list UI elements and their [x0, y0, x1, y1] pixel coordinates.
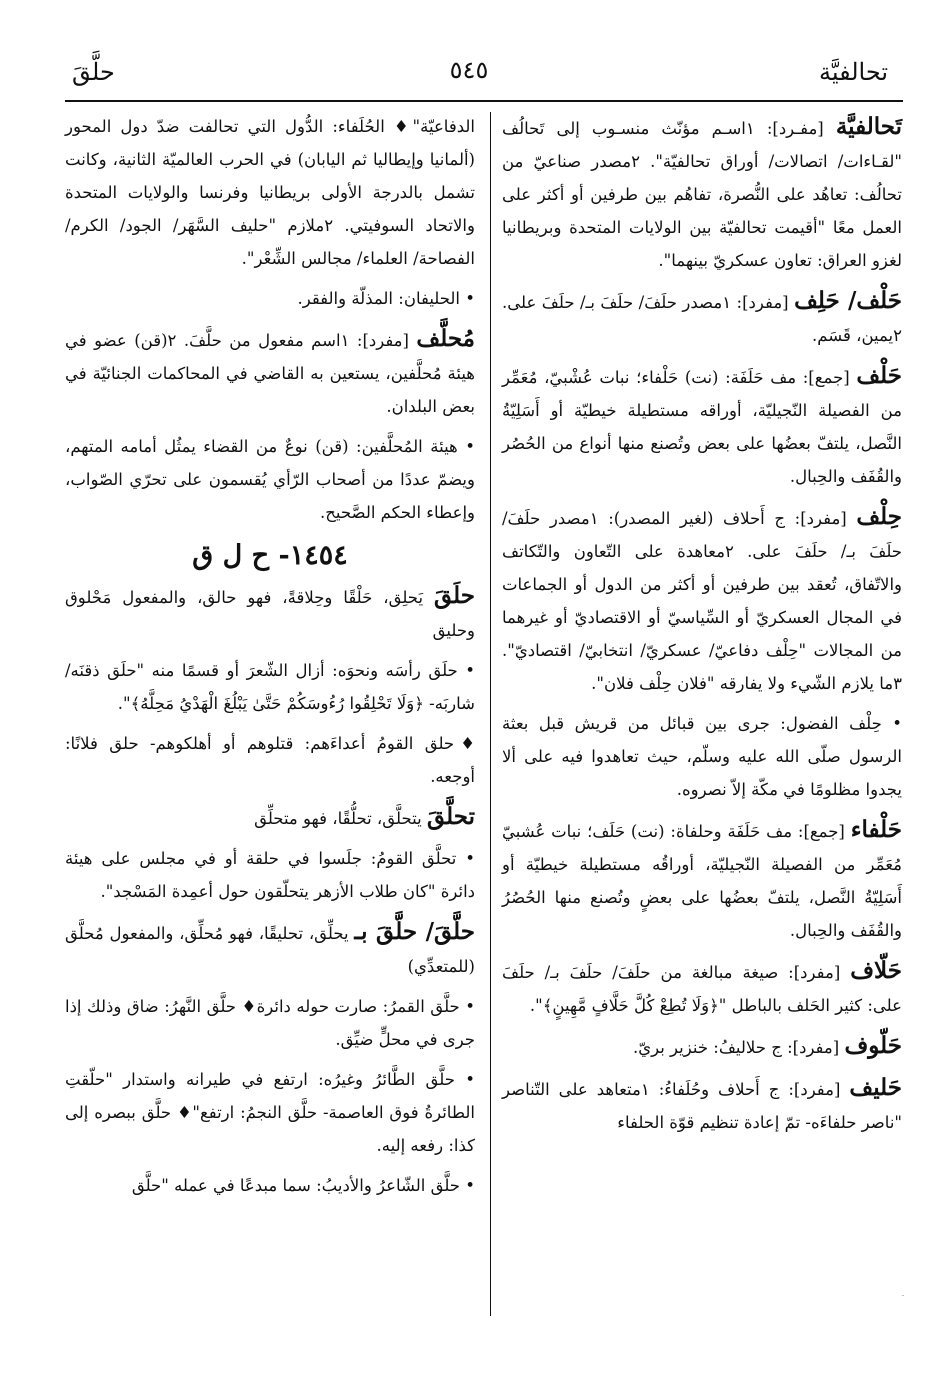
entry-headword: تحلَّقَ: [426, 803, 475, 830]
dictionary-entry: [502, 500, 902, 700]
entry-definition: [مفرد]: ج أَحلاف (لغير المصدر): ١مصدر حلَفَ/ حلَفَ بـ/ حلَفَ على. ٢معاهدة على التّعاون والتّكاتف والاتّفاق، تُعقد بين طرفين أو أكثر من الدول أو الجماعات في المجال العسكريّ أو السِّياسيّ أو الاقتصاديّ أو غيرهما من المجالات "حِلْف دفاعيّ/ عسكريّ/ انتخابيّ/ اقتصاديّ". ٣ما يلازم الشّيء ولا يفارقه "فلان حِلْف فلان".: [502, 509, 902, 693]
entry-definition: [مفـرد]: ١اسـم مؤنّث منسـوب إلى تَحالُف "لقـاءات/ اتصالات/ أوراق تحالفيّة". ٢مصدر صناعيّ من تحالُف: تعاهُد على النُّصرة، تفاهُم بين طرفين أو أكثر على العمل معًا "أقيمت تحالفيّة بين الولايات المتحدة وبريطانيا لغزو العراق: تعاون عسكريّ بينهما".: [502, 119, 903, 270]
entry-definition: • حلَّق الشّاعرُ والأديبُ: سما مبدعًا في عمله "حلَّق: [131, 1176, 475, 1195]
entry-definition: يتحلَّق، تحلُّقًا، فهو متحلِّق: [254, 809, 427, 828]
entry-headword: حِلْف: [856, 503, 902, 530]
entry-headword: حلَّقَ/ حلَّقَ بـ: [354, 918, 475, 945]
entry-definition: يحلِّق، تحليقًا، فهو مُحلِّق، والمفعول مُحلَّق (للمتعدِّي): [65, 924, 475, 976]
dictionary-entry: [502, 954, 902, 1022]
entry-headword: تَحالفيَّة: [835, 113, 902, 140]
dictionary-entry: [502, 813, 902, 947]
entry-definition: • حلَّق القمرُ: صارت حوله دائرة♦ حلَّق النَّهرُ: ضاق وذلك إذا جرى في محلٍّ ضيِّق.: [65, 997, 475, 1049]
dictionary-entry: [502, 359, 902, 493]
entry-headword: حَليف: [849, 1074, 902, 1101]
page-header: [0, 52, 938, 92]
entry-definition: الدفاعيّة"♦ الحُلَفاء: الدُّول التي تحالفت ضدّ دول المحور (ألمانيا وإيطاليا ثم اليابان) في الحرب العالميّة الثانية، وكانت تشمل بالدرجة الأولى بريطانيا وفرنسا والولايات المتحدة والاتحاد السوفيتي. ٢ملازم "حليف السَّهَر/ الجود/ الكرم/ الفصاحة/ العلماء/ مجالس الشِّعْر".: [65, 117, 475, 268]
right-column: [502, 110, 902, 1146]
root-heading: ١٤٥٤- ح ل ق: [192, 540, 348, 571]
entry-headword: حَلّوف: [844, 1032, 902, 1059]
entry-definition: [مفرد]: ج أَحلاف وحُلَفاءُ: ١متعاهد على التّناصر "ناصر حلفاءَه- تمّ إعادة تنظيم قوّة الحلفاء: [502, 1080, 902, 1132]
entry-headword: حَلْف: [856, 362, 902, 389]
dictionary-entry: [502, 284, 902, 352]
entry-definition: [جمع]: مف حَلَفَة: (نت) حَلْفاء؛ نبات عُشْبيّ، مُعَمِّر من الفصيلة النّجيليّة، أوراقه مستطيلة خيطيّة أو أَسَلِيّةُ النَّصل، يلتفّ بعضُها على بعض وتُصنع منها أنواع من الحُصُر والقُفَف والحِبال.: [502, 368, 902, 486]
page-number: ٥٤٥: [449, 56, 489, 84]
entry-definition: ♦حلق القومُ أعداءَهم: قتلوهم أو أهلكوهم- حلق فلانًا: أوجعه.: [65, 734, 475, 786]
entry-definition: [مفرد]: صيغة مبالغة من حلَفَ/ حلَفَ بـ/ حلَفَ على: كثير الحَلف بالباطل "﴿وَلَا تُطِعْ كُلَّ حَلَّافٍ مَّهِينٍ﴾".: [502, 963, 902, 1015]
header-rule: [65, 100, 903, 102]
entry-headword: حَلْفاء: [850, 816, 902, 843]
dictionary-entry: [65, 727, 475, 793]
entry-definition: [مفرد]: ١مصدر حلَفَ/ حلَفَ بـ/ حلَفَ على. ٢يمين، قَسَم.: [502, 293, 902, 345]
dictionary-entry: [65, 1063, 475, 1162]
entry-headword: حلَقَ: [433, 582, 475, 609]
dictionary-entry: [502, 707, 902, 806]
dictionary-entry: [65, 110, 475, 275]
dictionary-entry: [65, 654, 475, 720]
header-last-word: حلَّقَ: [72, 58, 115, 86]
entry-definition: • هيئة المُحلَّفين: (قن) نوعٌ من القضاء يمثُل أمامه المتهم، ويضمّ عددًا من أصحاب الرّأي يُقسمون على تحرّي الصّواب، وإعطاء الحكم الصَّحيح.: [65, 437, 475, 522]
entry-headword: مُحلَّف: [416, 325, 475, 352]
dictionary-entry: [65, 430, 475, 529]
entry-definition: [مفرد]: ١اسم مفعول من حلَّفَ. ٢(قن) عضو في هيئة مُحلَّفين، يستعين به القاضي في المحاكمات الجنائيّة في بعض البلدان.: [65, 331, 475, 416]
entry-headword: حَلْف/ حَلِف: [794, 287, 903, 314]
dictionary-entry: [65, 915, 475, 983]
entry-definition: • الحليفان: المذلّة والفقر.: [297, 289, 475, 308]
entry-definition: • حلَّق الطَّائرُ وغيرُه: ارتفع في طيرانه واستدار "حلّقتِ الطائرةُ فوق العاصمة- حلَّق النجمُ: ارتفع"♦ حلَّق ببصره إلى كذا: رفعه إليه.: [65, 1070, 475, 1155]
dictionary-entry: [65, 282, 475, 315]
dictionary-entry: [65, 842, 475, 908]
dictionary-entry: [65, 990, 475, 1056]
dictionary-entry: [502, 1029, 902, 1064]
entry-definition: • تحلَّق القومُ: جلَسوا في حلقة أو في مجلس على هيئة دائرة "كان طلاب الأزهر يتحلّقون حول أعمِدة المَسْجد".: [65, 849, 475, 901]
column-divider: [490, 112, 491, 1316]
entry-definition: يَحلِق، حَلْقًا وحِلاقةً، فهو حالق، والمفعول مَحْلوق وحليق: [65, 588, 475, 640]
entry-definition: [مفرد]: ج حلاليفُ: خنزير بريّ.: [632, 1038, 845, 1057]
header-first-word: تحالفيَّة: [818, 58, 888, 86]
dictionary-entry: [65, 1169, 475, 1202]
entry-definition: • حِلْف الفضول: جرى بين قبائل من قريش قبل بعثة الرسول صلّى الله عليه وسلّم، حيث تعاهدوا فيه على ألا يجدوا مظلومًا في مكّة إلاّ نصروه.: [502, 714, 902, 799]
entry-definition: • حلَق رأسَه ونحوَه: أزال الشّعرَ أو قسمًا منه "حلَق ذقنَه/ شاربَه- ﴿وَلَا تَحْلِقُوا رُءُوسَكُمْ حَتَّىٰ يَبْلُغَ الْهَدْيُ مَحِلَّهُ﴾".: [65, 661, 475, 713]
dictionary-entry: [65, 322, 475, 423]
entry-definition: [جمع]: مف حَلَفَة وحلفاة: (نت) حَلَف؛ نبات عُشبيّ مُعَمِّر من الفصيلة النّجيليّة، أوراقُه مستطيلة خيطيّة أو أَسَلِيّةُ النَّصل، يلتفّ بعضُها على بعضٍ وتُصنع منها الحُصُرُ والقُفَف والحِبال.: [502, 822, 902, 940]
entry-headword: حَلّاف: [850, 957, 902, 984]
dictionary-entry: [65, 800, 475, 835]
dictionary-entry: [502, 110, 902, 277]
dictionary-entry: [502, 1071, 902, 1139]
dictionary-entry: [65, 579, 475, 647]
left-column: [65, 110, 475, 1209]
